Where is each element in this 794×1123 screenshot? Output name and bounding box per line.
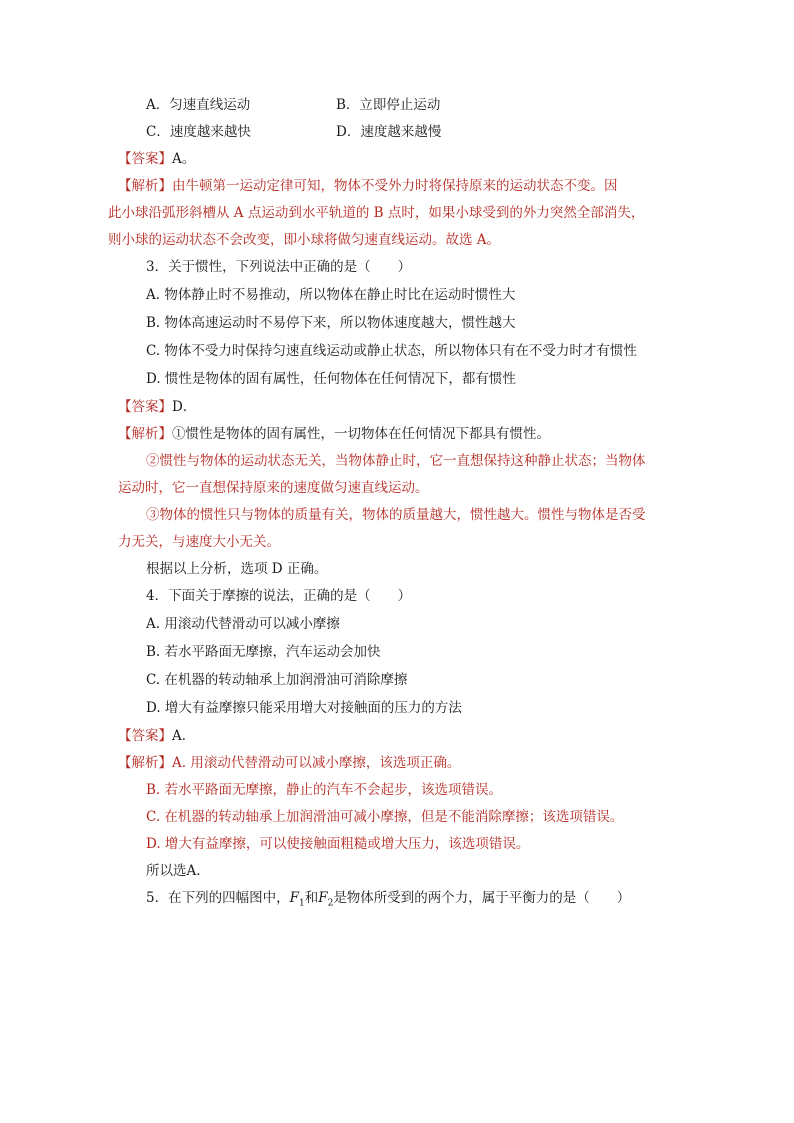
answer-value: A。 xyxy=(172,151,196,167)
q3-analysis-p2-line-1: ②惯性与物体的运动状态无关，当物体静止时，它一直想保持这种静止状态；当物体 xyxy=(146,453,646,469)
q3-option-b: B. 物体高速运动时不易停下来，所以物体速度越大，惯性越大 xyxy=(146,315,516,331)
q5-stem xyxy=(146,889,630,913)
q5-stem-prefix: 5．在下列的四幅图中， xyxy=(146,890,290,906)
f1-symbol: F xyxy=(289,890,299,906)
analysis-label: 【解析】 xyxy=(118,426,172,442)
analysis-text: ①惯性是物体的固有属性，一切物体在任何情况下都具有惯性。 xyxy=(172,426,550,442)
answer-value: A． xyxy=(172,728,196,744)
q3-analysis-p2-line-2: 运动时，它一直想保持原来的速度做匀速直线运动。 xyxy=(118,480,429,496)
q3-analysis-first xyxy=(118,425,550,443)
q4-option-b: B. 若水平路面无摩擦，汽车运动会加快 xyxy=(146,644,381,660)
analysis-label: 【解析】 xyxy=(118,755,172,771)
q4-analysis-c: C. 在机器的转动轴承上加润滑油可减小摩擦，但是不能消除摩擦；该选项错误。 xyxy=(146,809,624,825)
analysis-text: 由牛顿第一运动定律可知，物体不受外力时将保持原来的运动状态不变。因 xyxy=(172,178,618,194)
q4-option-c: C. 在机器的转动轴承上加润滑油可消除摩擦 xyxy=(146,672,408,688)
q4-analysis-b: B. 若水平路面无摩擦，静止的汽车不会起步，该选项错误。 xyxy=(146,782,503,798)
answer-label: 【答案】 xyxy=(118,728,172,744)
answer-value: D． xyxy=(172,399,197,415)
q3-option-a: A. 物体静止时不易推动，所以物体在静止时比在运动时惯性大 xyxy=(146,287,516,303)
q4-analysis-first xyxy=(118,754,460,772)
analysis-text: A. 用滚动代替滑动可以减小摩擦，该选项正确。 xyxy=(172,755,461,771)
q4-answer xyxy=(118,727,195,745)
q2-answer xyxy=(118,150,195,168)
f1-subscript: 1 xyxy=(298,898,305,909)
q2-analysis-line-3: 则小球的运动状态不会改变，即小球将做匀速直线运动。故选 A。 xyxy=(108,232,501,248)
q4-option-a: A. 用滚动代替滑动可以减小摩擦 xyxy=(146,616,340,632)
q3-option-d: D. 惯性是物体的固有属性，任何物体在任何情况下，都有惯性 xyxy=(146,371,516,387)
answer-label: 【答案】 xyxy=(118,399,172,415)
q4-option-d: D. 增大有益摩擦只能采用增大对接触面的压力的方法 xyxy=(146,700,462,716)
q5-stem-suffix: 是物体所受到的两个力，属于平衡力的是（ ） xyxy=(333,890,631,906)
q4-analysis-d: D. 增大有益摩擦，可以使接触面粗糙或增大压力，该选项错误。 xyxy=(146,836,530,852)
q5-and: 和 xyxy=(304,890,319,906)
q2-option-a: A．匀速直线运动 xyxy=(146,97,251,113)
q2-option-d: D．速度越来越慢 xyxy=(336,124,442,140)
q3-analysis-p3-line-1: ③物体的惯性只与物体的质量有关，物体的质量越大，惯性越大。惯性与物体是否受 xyxy=(146,507,646,523)
q3-option-c: C. 物体不受力时保持匀速直线运动或静止状态，所以物体只有在不受力时才有惯性 xyxy=(146,343,637,359)
q3-stem: 3．关于惯性，下列说法中正确的是（ ） xyxy=(146,259,412,275)
q2-option-c: C．速度越来越快 xyxy=(146,124,251,140)
analysis-label: 【解析】 xyxy=(118,178,172,194)
f2-symbol: F xyxy=(318,890,328,906)
q2-analysis-line-1 xyxy=(118,177,618,195)
f2-subscript: 2 xyxy=(327,898,334,909)
q4-conclusion: 所以选A. xyxy=(146,863,201,879)
q3-conclusion: 根据以上分析，选项 D 正确。 xyxy=(146,561,328,577)
q3-answer xyxy=(118,398,196,416)
q2-analysis-line-2: 此小球沿弧形斜槽从 A 点运动到水平轨道的 B 点时，如果小球受到的外力突然全部消失， xyxy=(108,205,645,221)
q3-analysis-p3-line-2: 力无关，与速度大小无关。 xyxy=(118,534,280,550)
q4-stem: 4．下面关于摩擦的说法，正确的是（ ） xyxy=(146,588,412,604)
q2-option-b: B．立即停止运动 xyxy=(336,97,441,113)
answer-label: 【答案】 xyxy=(118,151,172,167)
